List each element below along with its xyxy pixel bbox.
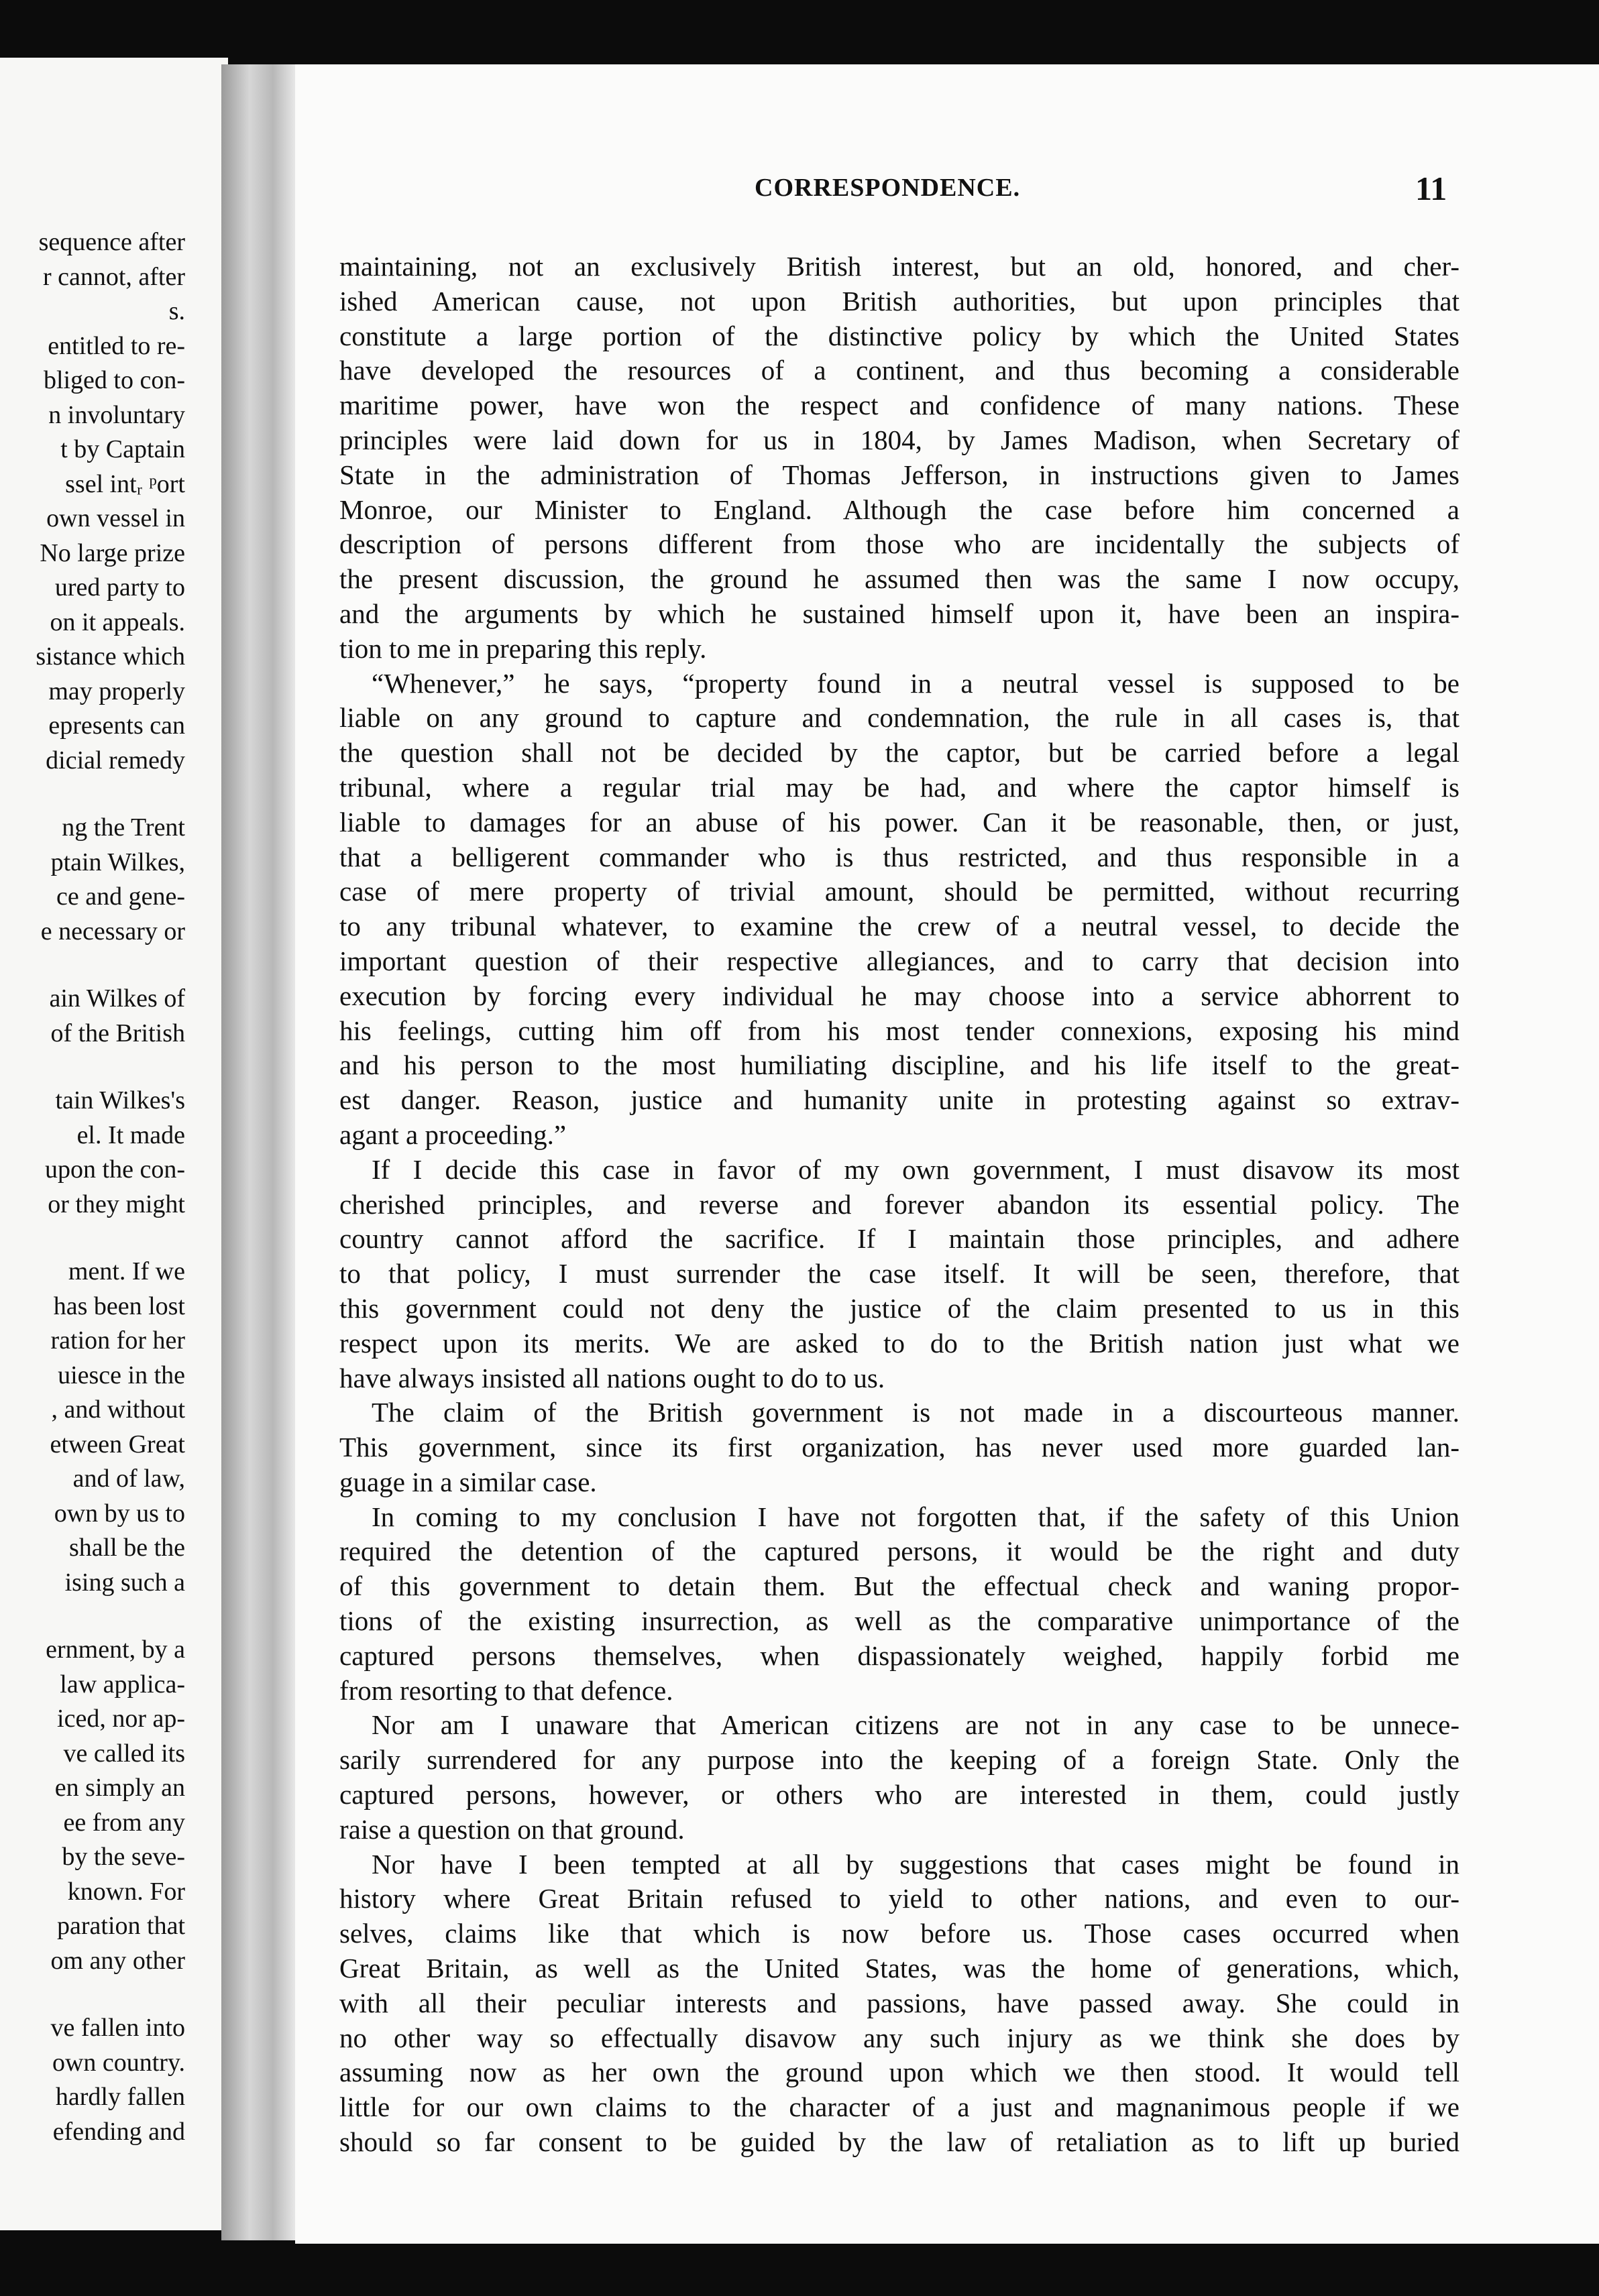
text-line: captured persons, however, or others who are interested in them, could justly [339,1779,1459,1811]
previous-page-line: ce and gene- [56,882,185,911]
text-line: The claim of the British government is not made in a discourteous manner. [372,1397,1459,1428]
previous-page-line: of the British [50,1019,185,1047]
previous-page-line: ment. If we [68,1257,185,1285]
previous-page-line: sistance which [36,642,185,671]
text-line: have developed the resources of a continent, and thus becoming a considerable [339,355,1459,386]
text-line: have always insisted all nations ought to do to us. [339,1362,885,1393]
previous-page-line: epresents can [48,711,185,740]
previous-page-line: ured party to [54,573,185,601]
text-line: constitute a large portion of the distinctive policy by which the United States [339,320,1459,351]
previous-page-line: law applica- [60,1670,185,1699]
previous-page-blank-line [0,949,185,982]
text-line: important question of their respective allegiances, and to carry that decision into [339,945,1459,976]
previous-page-line: shall be the [68,1534,185,1562]
text-line: and the arguments by which he sustained himself upon it, have been an inspira- [339,597,1459,629]
text-line: execution by forcing every individual he may choose into a service abhorrent to [339,980,1459,1011]
previous-page-line: upon the con- [45,1155,185,1184]
previous-page-line: iced, nor ap- [57,1705,185,1733]
previous-page-line: dicial remedy [46,746,185,774]
text-line: with all their peculiar interests and passions, have passed away. She could in [339,1987,1459,2018]
previous-page-line: paration that [57,1912,185,1940]
text-line: description of persons different from those who are incidentally the subjects of [339,528,1459,560]
previous-page-line: tain Wilkes's [55,1086,185,1114]
previous-page-line: by the seve- [62,1843,185,1871]
text-line: guage in a similar case. [339,1466,597,1497]
previous-page-line: s. [168,297,185,325]
text-line: tion to me in preparing this reply. [339,632,707,664]
text-line: should so far consent to be guided by the law of retaliation as to lift up buried [339,2126,1459,2158]
text-line: tions of the existing insurrection, as well as the comparative unimportance of the [339,1605,1459,1637]
text-line: respect upon its merits. We are asked to do to the British nation just what we [339,1327,1459,1359]
previous-page-line: ptain Wilkes, [50,848,185,876]
previous-page-blank-line [0,778,185,811]
text-line: to any tribunal whatever, to examine the crew of a neutral vessel, to decide the [339,911,1459,942]
previous-page-line: om any other [50,1946,185,1975]
previous-page-blank-line [0,1051,185,1084]
previous-page-line: ration for her [50,1326,185,1355]
previous-page-line: ernment, by a [46,1635,185,1664]
text-line: little for our own claims to the character of a just and magnanimous people if we [339,2091,1459,2123]
previous-page-text [0,225,185,2149]
previous-page-line: No large prize [40,538,185,567]
text-line: from resorting to that defence. [339,1674,673,1706]
previous-page [0,58,228,2230]
previous-page-line: ssel intᵣ ᵖort [65,469,185,498]
text-line: the question shall not be decided by the captor, but be carried before a legal [339,737,1459,768]
text-line: country cannot afford the sacrifice. If I maintain those principles, and adhere [339,1223,1459,1255]
previous-page-line: efending and [52,2117,185,2146]
previous-page-line: has been lost [53,1292,185,1320]
text-line: Nor am I unaware that American citizens are not in any case to be unnece- [372,1709,1459,1741]
previous-page-line: ain Wilkes of [49,984,185,1013]
text-line: the present discussion, the ground he assumed then was the same I now occupy, [339,563,1459,595]
previous-page-line: entitled to re- [48,331,185,360]
text-line: to that policy, I must surrender the case itself. It will be seen, therefore, that [339,1258,1459,1289]
previous-page-line: n involuntary [48,400,185,429]
text-line: of this government to detain them. But the effectual check and waning propor- [339,1570,1459,1602]
body-text [339,249,1459,2160]
previous-page-line: own vessel in [46,504,185,532]
text-line: State in the administration of Thomas Jefferson, in instructions given to James [339,459,1459,490]
text-line: sarily surrendered for any purpose into the keeping of a foreign State. Only the [339,1744,1459,1776]
previous-page-line: el. It made [76,1121,185,1149]
previous-page-blank-line [0,1978,185,2011]
text-line: liable to damages for an abuse of his power. Can it be reasonable, then, or just, [339,806,1459,838]
text-line: liable on any ground to capture and condemnation, the rule in all cases is, that [339,702,1459,734]
previous-page-line: own country. [52,2048,185,2077]
previous-page-line: r cannot, after [42,262,185,291]
text-line: his feelings, cutting him off from his most tender connexions, exposing his mind [339,1015,1459,1046]
text-line: history where Great Britain refused to yield to other nations, and even to our- [339,1883,1459,1914]
text-line: captured persons themselves, when dispassionately weighed, happily forbid me [339,1640,1459,1671]
text-line: This government, since its first organization, has never used more guarded lan- [339,1432,1459,1463]
previous-page-line: t by Captain [60,435,185,463]
previous-page-line: sequence after [38,228,185,256]
text-line: raise a question on that ground. [339,1813,685,1845]
text-line: maritime power, have won the respect and confidence of many nations. These [339,390,1459,421]
text-line: tribunal, where a regular trial may be had, and where the captor himself is [339,771,1459,803]
previous-page-line: hardly fallen [55,2083,185,2111]
previous-page-line: or they might [48,1190,185,1218]
text-line: maintaining, not an exclusively British interest, but an old, honored, and cher- [339,251,1459,282]
previous-page-line: ee from any [63,1808,185,1837]
text-line: that a belligerent commander who is thus restricted, and thus responsible in a [339,841,1459,872]
previous-page-line: en simply an [54,1774,185,1802]
text-line: case of mere property of trivial amount, should be permitted, without recurring [339,876,1459,907]
text-line: selves, claims like that which is now before us. Those cases occurred when [339,1918,1459,1949]
text-line: no other way so effectually disavow any such injury as we think she does by [339,2022,1459,2053]
text-line: principles were laid down for us in 1804, by James Madison, when Secretary of [339,424,1459,455]
previous-page-line: on it appeals. [50,608,185,636]
text-line: assuming now as her own the ground upon which we then stood. It would tell [339,2057,1459,2088]
previous-page-line: uiesce in the [58,1361,185,1389]
running-head: CORRESPONDENCE. [755,174,1021,202]
text-line: and his person to the most humiliating discipline, and his life itself to the great- [339,1049,1459,1081]
text-line: ished American cause, not upon British authorities, but upon principles that [339,285,1459,317]
previous-page-line: , and without [51,1395,185,1424]
previous-page-line: ng the Trent [62,813,185,842]
previous-page-line: may properly [48,677,185,705]
text-line: this government could not deny the justice of the claim presented to us in this [339,1292,1459,1324]
previous-page-line: ve fallen into [50,2014,185,2042]
previous-page-line: e necessary or [40,917,185,945]
previous-page-blank-line [0,1600,185,1633]
text-line: est danger. Reason, justice and humanity unite in protesting against so extrav- [339,1084,1459,1116]
previous-page-line: own by us to [54,1499,185,1528]
text-line: If I decide this case in favor of my own government, I must disavow its most [372,1153,1459,1185]
text-line: “Whenever,” he says, “property found in a neutral vessel is supposed to be [372,667,1459,699]
text-line: Great Britain, as well as the United States, was the home of generations, which, [339,1953,1459,1984]
text-line: cherished principles, and reverse and forever abandon its essential policy. The [339,1188,1459,1220]
text-line: required the detention of the captured persons, it would be the right and duty [339,1536,1459,1567]
text-line: In coming to my conclusion I have not forgotten that, if the safety of this Union [372,1501,1459,1532]
page-number: 11 [1415,170,1447,207]
previous-page-line: and of law, [72,1465,185,1493]
previous-page-line: bliged to con- [43,366,185,394]
text-line: Nor have I been tempted at all by suggestions that cases might be found in [372,1848,1459,1880]
previous-page-line: known. For [67,1877,185,1906]
previous-page-line: ve called its [63,1739,185,1768]
previous-page-blank-line [0,1222,185,1255]
previous-page-line: ising such a [64,1568,185,1597]
previous-page-line: etween Great [50,1430,185,1458]
text-line: Monroe, our Minister to England. Although the case before him concerned a [339,494,1459,525]
text-line: agant a proceeding.” [339,1118,567,1150]
